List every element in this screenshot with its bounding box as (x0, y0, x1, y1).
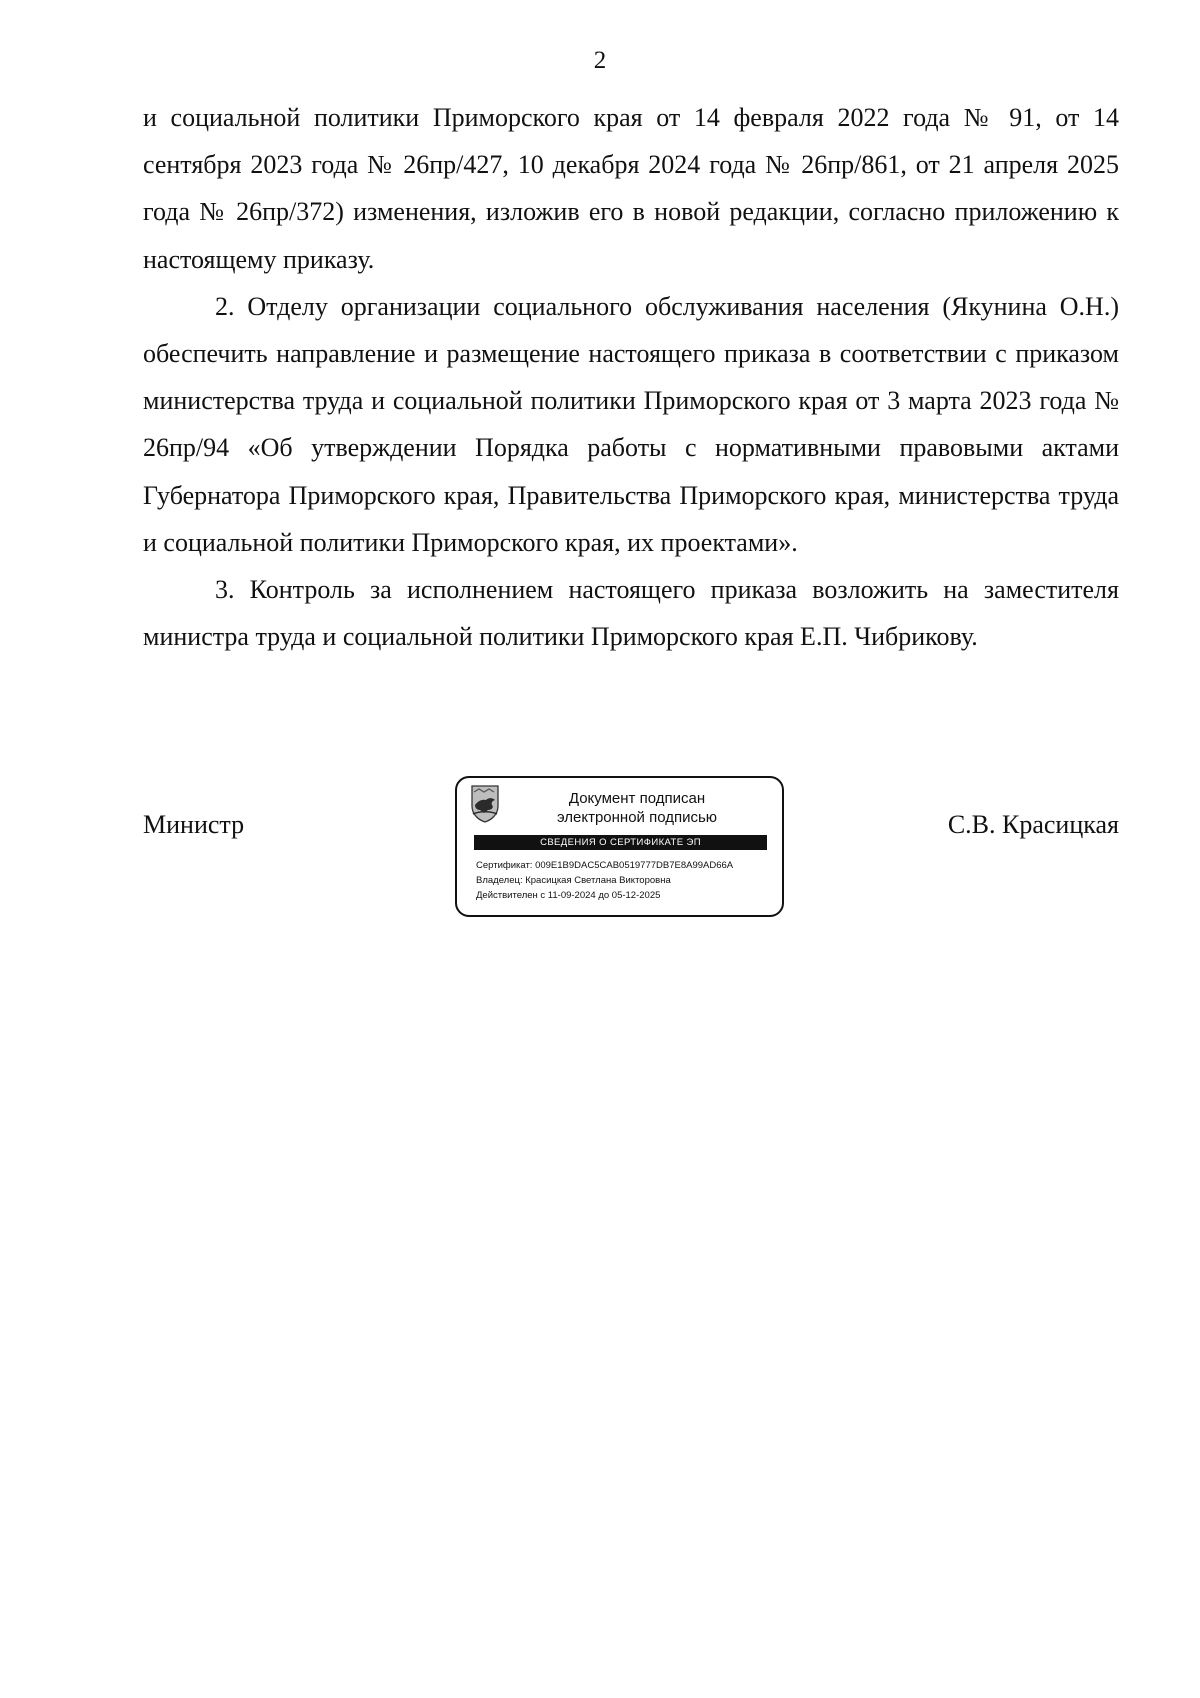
certificate-number: Сертификат: 009E1B9DAC5CAB0519777DB7E8A99AD66A (476, 860, 734, 871)
signatory-role: Министр (143, 810, 245, 839)
stamp-title-line: Документ подписан (568, 790, 706, 807)
coat-of-arms-icon (470, 784, 500, 824)
stamp-title-line: электронной подписью (556, 809, 718, 826)
certificate-validity: Действителен с 11-09-2024 до 05-12-2025 (476, 890, 661, 901)
certificate-info-header: СВЕДЕНИЯ О СЕРТИФИКАТЕ ЭП (474, 835, 767, 850)
certificate-details (476, 858, 776, 903)
page-number: 2 (593, 47, 607, 74)
paragraph-item-3: 3. Контроль за исполнением настоящего приказа возложить на заместителя министра труда и социальной политики Приморского края Е.П. Чибрикову. (143, 575, 1119, 652)
paragraph-continuation: и социальной политики Приморского края от 14 февраля 2022 года № 91, от 14 сентября 2023 года № 26пр/427, 10 декабря 2024 года № 26пр/861, от 21 апреля 2025 года № 26пр/372) изменения, изложив его в новой редакции, согласно приложению к настоящему приказу. (143, 103, 1119, 274)
stamp-title (512, 789, 762, 827)
paragraph-item-2: 2. Отделу организации социального обслуживания населения (Якунина О.Н.) обеспечить направление и размещение настоящего приказа в соответствии с приказом министерства труда и социальной политики Приморского края от 3 марта 2023 года № 26пр/94 «Об утверждении Порядка работы с нормативными правовыми актами Губернатора Приморского края, Правительства Приморского края, министерства труда и социальной политики Приморского края, их проектами». (143, 291, 1119, 557)
electronic-signature-stamp (455, 776, 784, 917)
certificate-owner: Владелец: Красицкая Светлана Викторовна (476, 875, 671, 886)
signatory-name: С.В. Красицкая (947, 810, 1119, 839)
document-body (143, 94, 1119, 660)
